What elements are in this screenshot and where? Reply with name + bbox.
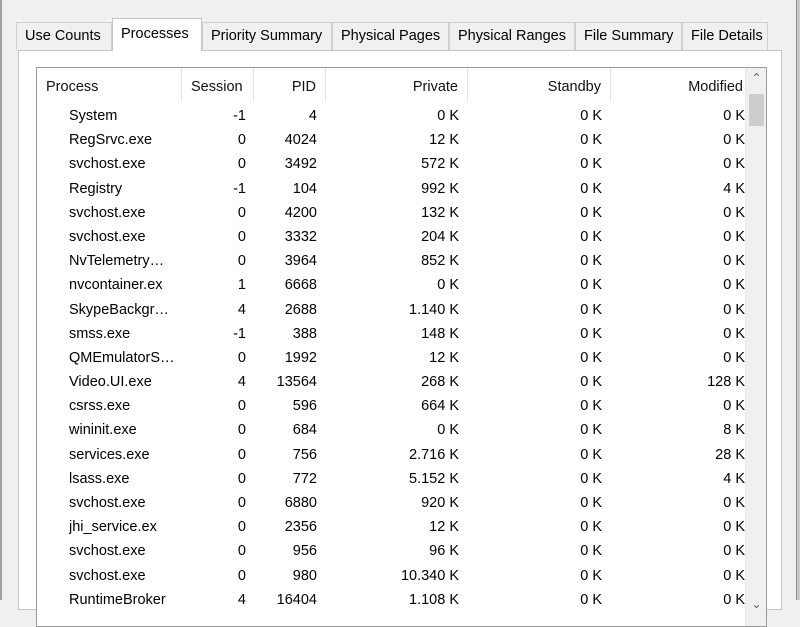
cell-modified: 0 K: [723, 398, 745, 415]
cell-standby: 0 K: [580, 228, 602, 245]
cell-pid: 756: [292, 446, 317, 463]
cell-standby: 0 K: [580, 470, 602, 487]
cell-pid: 596: [292, 398, 317, 415]
cell-pid: 104: [292, 180, 317, 197]
cell-process: svchost.exe: [69, 204, 146, 221]
cell-process: wininit.exe: [69, 422, 137, 439]
cell-process: QMEmulatorS…: [69, 349, 175, 366]
cell-process: lsass.exe: [69, 470, 130, 487]
cell-private: 0 K: [437, 422, 459, 439]
table-row[interactable]: [37, 467, 747, 491]
cell-session: 0: [237, 470, 246, 487]
cell-session: 1: [237, 277, 246, 294]
cell-standby: 0 K: [580, 591, 602, 608]
cell-process: NvTelemetry…: [69, 253, 165, 270]
cell-pid: 980: [292, 567, 317, 584]
cell-private: 0 K: [437, 277, 459, 294]
cell-session: 0: [237, 398, 246, 415]
cell-pid: 684: [292, 422, 317, 439]
cell-modified: 4 K: [723, 470, 745, 487]
cell-modified: 0 K: [723, 156, 745, 173]
column-header-row: [37, 68, 747, 102]
table-row[interactable]: [37, 515, 747, 539]
cell-process: smss.exe: [69, 325, 131, 342]
cell-session: 0: [237, 495, 246, 511]
table-row[interactable]: [37, 104, 747, 128]
cell-session: 4: [237, 374, 246, 391]
cell-standby: 0 K: [580, 495, 602, 511]
vertical-scrollbar[interactable]: [745, 68, 767, 627]
cell-modified: 0 K: [723, 349, 745, 366]
table-row[interactable]: [37, 128, 747, 152]
table-row[interactable]: [37, 539, 747, 563]
cell-session: 0: [237, 132, 246, 149]
cell-standby: 0 K: [580, 301, 602, 318]
cell-modified: 0 K: [723, 228, 745, 245]
tab-physical-ranges[interactable]: Physical Ranges: [449, 22, 575, 50]
cell-session: 0: [237, 204, 246, 221]
cell-standby: 0 K: [580, 349, 602, 366]
cell-pid: 956: [292, 543, 317, 560]
table-row[interactable]: [37, 225, 747, 249]
cell-private: 12 K: [429, 132, 459, 149]
cell-private: 96 K: [429, 543, 459, 560]
table-row[interactable]: [37, 249, 747, 273]
cell-session: 0: [237, 253, 246, 270]
cell-pid: 16404: [276, 591, 317, 608]
cell-process: SkypeBackgr…: [69, 301, 169, 318]
cell-private: 12 K: [429, 519, 459, 536]
processes-tab-panel: [18, 50, 782, 610]
table-row[interactable]: [37, 322, 747, 346]
table-row[interactable]: [37, 152, 747, 176]
window-left-edge: [0, 0, 2, 600]
cell-modified: 8 K: [723, 422, 745, 439]
cell-session: 0: [237, 422, 246, 439]
cell-pid: 6880: [284, 495, 317, 511]
cell-standby: 0 K: [580, 398, 602, 415]
cell-process: RuntimeBroker: [69, 591, 166, 608]
column-header-pid[interactable]: PID: [254, 68, 326, 102]
cell-pid: 4: [308, 108, 317, 124]
table-row[interactable]: [37, 177, 747, 201]
cell-private: 920 K: [421, 495, 459, 511]
cell-modified: 0 K: [723, 204, 745, 221]
cell-process: svchost.exe: [69, 495, 146, 511]
table-row[interactable]: [37, 491, 747, 515]
cell-private: 10.340 K: [400, 567, 459, 584]
cell-private: 132 K: [421, 204, 459, 221]
cell-session: -1: [233, 180, 246, 197]
cell-pid: 2688: [284, 301, 317, 318]
window-right-edge: [796, 0, 800, 600]
table-row[interactable]: [37, 564, 747, 588]
cell-process: jhi_service.ex: [69, 519, 157, 536]
cell-process: svchost.exe: [69, 543, 146, 560]
cell-modified: 0 K: [723, 277, 745, 294]
cell-private: 2.716 K: [409, 446, 459, 463]
cell-pid: 1992: [284, 349, 317, 366]
cell-session: 4: [237, 301, 246, 318]
cell-standby: 0 K: [580, 156, 602, 173]
cell-modified: 0 K: [723, 519, 745, 536]
cell-standby: 0 K: [580, 325, 602, 342]
tab-processes[interactable]: Processes: [112, 18, 202, 51]
cell-session: 0: [237, 349, 246, 366]
cell-pid: 3492: [284, 156, 317, 173]
tab-use-counts[interactable]: Use Counts: [16, 22, 112, 50]
cell-private: 852 K: [421, 253, 459, 270]
process-list[interactable]: [36, 67, 767, 627]
cell-process: Video.UI.exe: [69, 374, 152, 391]
cell-modified: 0 K: [723, 543, 745, 560]
chevron-down-icon[interactable]: ⌄: [751, 597, 762, 611]
cell-pid: 2356: [284, 519, 317, 536]
cell-process: nvcontainer.ex: [69, 277, 163, 294]
cell-standby: 0 K: [580, 543, 602, 560]
cell-session: 0: [237, 228, 246, 245]
tab-bar: [16, 18, 796, 50]
cell-process: System: [69, 108, 118, 124]
cell-process: RegSrvc.exe: [69, 132, 153, 149]
cell-process: svchost.exe: [69, 156, 146, 173]
table-row[interactable]: [37, 418, 747, 442]
cell-standby: 0 K: [580, 132, 602, 149]
cell-standby: 0 K: [580, 446, 602, 463]
cell-modified: 0 K: [723, 591, 745, 608]
column-header-modified[interactable]: Modified: [688, 79, 743, 95]
table-row[interactable]: [37, 443, 747, 467]
cell-standby: 0 K: [580, 277, 602, 294]
cell-standby: 0 K: [580, 519, 602, 536]
table-row[interactable]: [37, 201, 747, 225]
cell-standby: 0 K: [580, 253, 602, 270]
cell-modified: 0 K: [723, 495, 745, 511]
cell-pid: 3964: [284, 253, 317, 270]
tab-physical-pages[interactable]: Physical Pages: [332, 22, 449, 50]
column-header-standby[interactable]: Standby: [468, 68, 611, 102]
tab-priority-summary[interactable]: Priority Summary: [202, 22, 332, 50]
cell-standby: 0 K: [580, 180, 602, 197]
cell-modified: 0 K: [723, 301, 745, 318]
column-header-session[interactable]: Session: [182, 68, 254, 102]
table-row[interactable]: [37, 298, 747, 322]
cell-private: 1.140 K: [409, 301, 459, 318]
cell-modified: 4 K: [723, 180, 745, 197]
cell-process: Registry: [69, 180, 123, 197]
cell-pid: 4200: [284, 204, 317, 221]
column-header-process[interactable]: Process: [37, 68, 182, 102]
cell-session: 0: [237, 543, 246, 560]
cell-pid: 3332: [284, 228, 317, 245]
cell-process: csrss.exe: [69, 398, 131, 415]
cell-session: -1: [233, 108, 246, 124]
cell-pid: 388: [292, 325, 317, 342]
cell-pid: 13564: [276, 374, 317, 391]
cell-standby: 0 K: [580, 374, 602, 391]
cell-session: 4: [237, 591, 246, 608]
cell-private: 268 K: [421, 374, 459, 391]
cell-standby: 0 K: [580, 567, 602, 584]
cell-modified: 0 K: [723, 325, 745, 342]
cell-private: 148 K: [421, 325, 459, 342]
table-row[interactable]: [37, 346, 747, 370]
cell-private: 572 K: [421, 156, 459, 173]
cell-modified: 28 K: [715, 446, 745, 463]
table-row[interactable]: [37, 273, 747, 297]
cell-modified: 0 K: [723, 108, 745, 124]
cell-private: 12 K: [429, 349, 459, 366]
tab-file-summary[interactable]: File Summary: [575, 22, 682, 50]
process-rows: [37, 104, 747, 612]
cell-private: 0 K: [437, 108, 459, 124]
chevron-up-icon[interactable]: ⌃: [751, 71, 762, 85]
cell-modified: 0 K: [723, 253, 745, 270]
cell-process: svchost.exe: [69, 567, 146, 584]
table-row[interactable]: [37, 394, 747, 418]
cell-session: -1: [233, 325, 246, 342]
cell-private: 5.152 K: [409, 470, 459, 487]
cell-private: 1.108 K: [409, 591, 459, 608]
cell-standby: 0 K: [580, 204, 602, 221]
cell-process: svchost.exe: [69, 228, 146, 245]
table-row[interactable]: [37, 370, 747, 394]
cell-session: 0: [237, 156, 246, 173]
cell-session: 0: [237, 446, 246, 463]
cell-standby: 0 K: [580, 108, 602, 124]
cell-pid: 6668: [284, 277, 317, 294]
cell-process: services.exe: [69, 446, 150, 463]
cell-session: 0: [237, 567, 246, 584]
cell-modified: 0 K: [723, 567, 745, 584]
cell-private: 992 K: [421, 180, 459, 197]
cell-pid: 772: [292, 470, 317, 487]
cell-modified: 0 K: [723, 132, 745, 149]
cell-standby: 0 K: [580, 422, 602, 439]
column-header-private[interactable]: Private: [326, 68, 468, 102]
tab-file-details[interactable]: File Details: [682, 22, 768, 50]
cell-private: 664 K: [421, 398, 459, 415]
cell-session: 0: [237, 519, 246, 536]
cell-private: 204 K: [421, 228, 459, 245]
cell-pid: 4024: [284, 132, 317, 149]
cell-modified: 128 K: [707, 374, 745, 391]
scrollbar-thumb[interactable]: [749, 94, 764, 126]
